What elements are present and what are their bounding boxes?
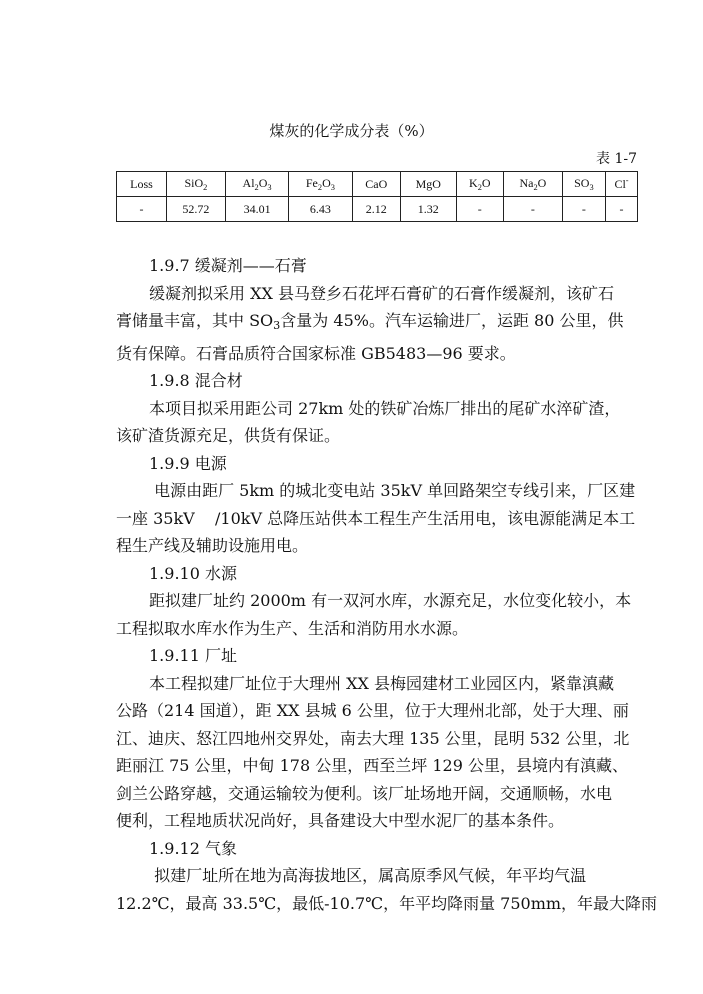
col-k2o: $K_2O$ xyxy=(456,172,503,197)
paragraph-line: 货有保障。石膏品质符合国家标准 GB5483—96 要求。 xyxy=(116,343,516,363)
table-cell: - xyxy=(562,197,605,222)
paragraph-line: 电源由距厂 5km 的城北变电站 35kV 单回路架空专线引来，厂区建 xyxy=(149,481,636,500)
paragraph-line: 一座 35kV /10kV 总降压站供本工程生产生活用电，该电源能满足本工 xyxy=(116,508,636,528)
table-cell: 52.72 xyxy=(166,197,225,222)
paragraph-line: 缓凝剂拟采用 XX 县马登乡石花坪石膏矿的石膏作缓凝剂，该矿石 xyxy=(149,283,614,303)
table-title: 煤灰的化学成分表（%） xyxy=(269,122,434,140)
document-body xyxy=(116,252,658,917)
paragraph-line: 本项目拟采用距公司 27km 处的铁矿冶炼厂排出的尾矿水淬矿渣， xyxy=(149,398,621,418)
table-cell: - xyxy=(504,197,563,222)
paragraph-line: 距丽江 75 公里，中甸 178 公里，西至兰坪 129 公里，县境内有滇藏、 xyxy=(116,756,628,775)
section-heading-1-9-12: 1.9.12 气象 xyxy=(149,838,237,858)
table-cell: 2.12 xyxy=(352,197,400,222)
paragraph-line: 距拟建厂址约 2000m 有一双河水库，水源充足，水位变化较小，本 xyxy=(149,591,632,610)
paragraph-line: 膏储量丰富，其中 $SO_3$含量为 45%。汽车运输进厂，运距 80 公里，供 xyxy=(116,311,624,332)
table-header-row xyxy=(117,172,638,197)
col-cl: Cl- xyxy=(606,172,638,197)
section-heading-1-9-9: 1.9.9 电源 xyxy=(149,453,227,473)
col-cao: CaO xyxy=(352,172,400,197)
col-fe2o3: $Fe_2O_3$ xyxy=(289,172,352,197)
table-cell: - xyxy=(456,197,503,222)
paragraph-line: 工程拟取水库水作为生产、生活和消防用水水源。 xyxy=(116,618,469,638)
paragraph-line: 剑兰公路穿越，交通运输较为便利。该厂址场地开阔，交通顺畅，水电 xyxy=(116,783,613,803)
table-row xyxy=(117,197,638,222)
section-heading-1-9-8: 1.9.8 混合材 xyxy=(149,371,243,390)
table-cell: - xyxy=(606,197,638,222)
table-number: 表 1-7 xyxy=(596,151,637,167)
paragraph-line: 便利，工程地质状况尚好，具备建设大中型水泥厂的基本条件。 xyxy=(116,811,565,830)
paragraph-line: 12.2℃，最高 33.5℃，最低-10.7℃，年平均降雨量 750mm，年最大降雨 xyxy=(116,893,658,913)
paragraph-line: 公路（214 国道），距 XX 县城 6 公里，位于大理州北部，处于大理、丽 xyxy=(116,701,629,720)
col-so3: $SO_3$ xyxy=(562,172,605,197)
paragraph-line: 江、迪庆、怒江四地州交界处，南去大理 135 公里，昆明 532 公里，北 xyxy=(116,728,630,748)
section-heading-1-9-10: 1.9.10 水源 xyxy=(149,563,237,583)
chemical-composition-table xyxy=(116,171,638,222)
col-loss: Loss xyxy=(117,172,167,197)
table-cell: 34.01 xyxy=(225,197,288,222)
paragraph-line: 本工程拟建厂址位于大理州 XX 县梅园建材工业园区内，紧靠滇藏 xyxy=(149,673,614,693)
col-na2o: $Na_2O$ xyxy=(504,172,563,197)
col-sio2: SiO$_2$ xyxy=(166,172,225,197)
section-heading-1-9-7: 1.9.7 缓凝剂——石膏 xyxy=(149,256,307,275)
col-mgo: MgO xyxy=(401,172,457,197)
paragraph-line: 该矿渣货源充足，供货有保证。 xyxy=(116,426,341,445)
paragraph-line: 程生产线及辅助设施用电。 xyxy=(116,536,309,555)
table-cell: 1.32 xyxy=(401,197,457,222)
table-cell: 6.43 xyxy=(289,197,352,222)
table-cell: - xyxy=(117,197,167,222)
section-heading-1-9-11: 1.9.11 厂址 xyxy=(149,646,237,665)
paragraph-line: 拟建厂址所在地为高海拔地区，属高原季风气候，年平均气温 xyxy=(149,866,587,885)
col-al2o3: $Al_2O_3$ xyxy=(225,172,288,197)
